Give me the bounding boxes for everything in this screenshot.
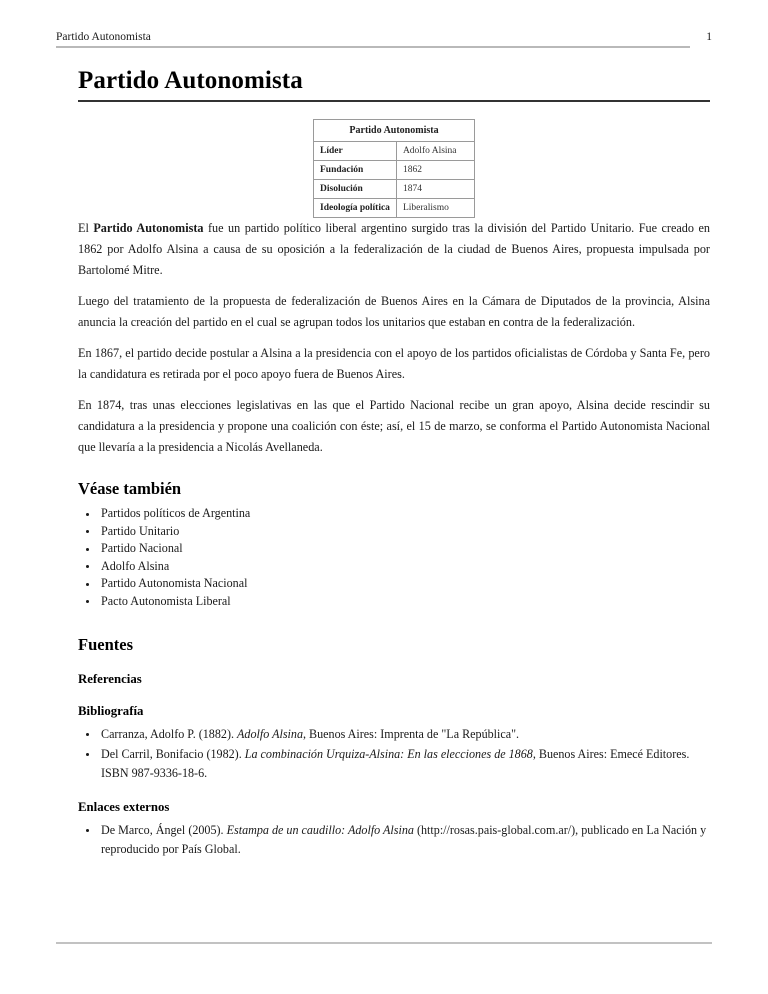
infobox-key-lider: Líder	[314, 142, 397, 161]
list-item[interactable]: Partido Nacional	[78, 540, 710, 558]
bibliography-entry-2-post: , Buenos Aires: Emecé Editores. ISBN 987-9336-18-6.	[101, 746, 690, 780]
external-link-entry-pre: De Marco, Ángel (2005).	[101, 822, 227, 837]
external-links-list	[78, 821, 710, 859]
lead-prefix: El	[78, 221, 94, 235]
infobox-key-disolucion: Disolución	[314, 180, 397, 199]
infobox-value-lider: Adolfo Alsina	[396, 142, 474, 161]
document-content	[78, 66, 710, 860]
subsection-heading-bibliography: Bibliografía	[78, 703, 144, 718]
external-link-entry-title: Estampa de un caudillo: Adolfo Alsina	[226, 822, 414, 837]
list-item	[78, 725, 710, 744]
page-title: Partido Autonomista	[78, 67, 303, 94]
see-also-list	[78, 505, 710, 611]
infobox-key-fundacion: Fundación	[314, 161, 397, 180]
table-row	[314, 199, 475, 218]
lead-rest: fue un partido político liberal argentino surgido tras la división del Partido Unitario. Fue creado en 1862 por Adolfo Alsina a causa de su oposición a la federalización de la ciudad de Buenos Aires, propuesta impulsada por Bartolomé Mitre.	[78, 221, 710, 277]
subsection-heading-external-links: Enlaces externos	[78, 799, 170, 814]
list-item[interactable]: Partido Unitario	[78, 523, 710, 541]
running-header-title: Partido Autonomista	[56, 31, 151, 43]
page-running-header	[56, 30, 712, 50]
list-item[interactable]: Partidos políticos de Argentina	[78, 505, 710, 523]
lead-bold-term: Partido Autonomista	[93, 221, 204, 235]
bibliography-entry-2-pre: Del Carril, Bonifacio (1982).	[101, 746, 245, 761]
bibliography-entry-1-title: Adolfo Alsina	[237, 726, 303, 741]
subsection-heading-references: Referencias	[78, 671, 142, 686]
bibliography-entry-1-post: , Buenos Aires: Imprenta de "La República".	[303, 726, 520, 741]
body-paragraph-2: Luego del tratamiento de la propuesta de federalización de Buenos Aires en la Cámara de Diputados de la provincia, Alsina anuncia la creación del partido en el cual se agrupan todos los unitarios que estaban en contra de la federalización.	[78, 294, 710, 329]
infobox-key-ideologia: Ideología política	[314, 199, 397, 218]
bibliography-list	[78, 725, 710, 783]
external-link-entry-post: , publicado en La Nación y reproducido por País Global.	[101, 822, 707, 856]
table-row	[314, 142, 475, 161]
table-row	[314, 180, 475, 199]
bibliography-entry-1-pre: Carranza, Adolfo P. (1882).	[101, 726, 238, 741]
title-divider	[78, 100, 710, 102]
infobox-value-ideologia: Liberalismo	[396, 199, 474, 218]
infobox-value-fundacion: 1862	[396, 161, 474, 180]
body-paragraph-4: En 1874, tras unas elecciones legislativas en las que el Partido Nacional recibe un gran apoyo, Alsina decide rescindir su candidatura a la presidencia y propone una coalición con éste; así, el 15 de marzo, se conforma el Partido Autonomista Nacional que llevaría a la presidencia a Nicolás Avellaneda.	[78, 398, 710, 454]
section-heading-sources: Fuentes	[78, 634, 133, 654]
infobox-table	[313, 119, 475, 218]
list-item[interactable]: Pacto Autonomista Liberal	[78, 593, 710, 611]
list-item[interactable]: Partido Autonomista Nacional	[78, 575, 710, 593]
list-item[interactable]: Adolfo Alsina	[78, 558, 710, 576]
section-heading-see-also: Véase también	[78, 479, 182, 498]
page-number: 1	[706, 31, 712, 43]
infobox-container	[78, 119, 710, 218]
footer-divider	[56, 942, 712, 944]
list-item	[78, 821, 710, 859]
infobox-value-disolucion: 1874	[396, 180, 474, 199]
list-item	[78, 745, 710, 783]
header-divider	[56, 46, 690, 48]
external-link-url[interactable]: (http://rosas.pais-global.com.ar/)	[413, 822, 576, 837]
body-paragraph-3: En 1867, el partido decide postular a Alsina a la presidencia con el apoyo de los partidos oficialistas de Córdoba y Santa Fe, pero la candidatura es retirada por el poco apoyo fuera de Buenos Aires.	[78, 346, 710, 381]
bibliography-entry-2-title: La combinación Urquiza-Alsina: En las elecciones de 1868	[244, 746, 533, 761]
infobox-caption: Partido Autonomista	[314, 120, 475, 142]
table-row	[314, 161, 475, 180]
lead-paragraph	[78, 218, 710, 281]
table-row	[314, 120, 475, 142]
